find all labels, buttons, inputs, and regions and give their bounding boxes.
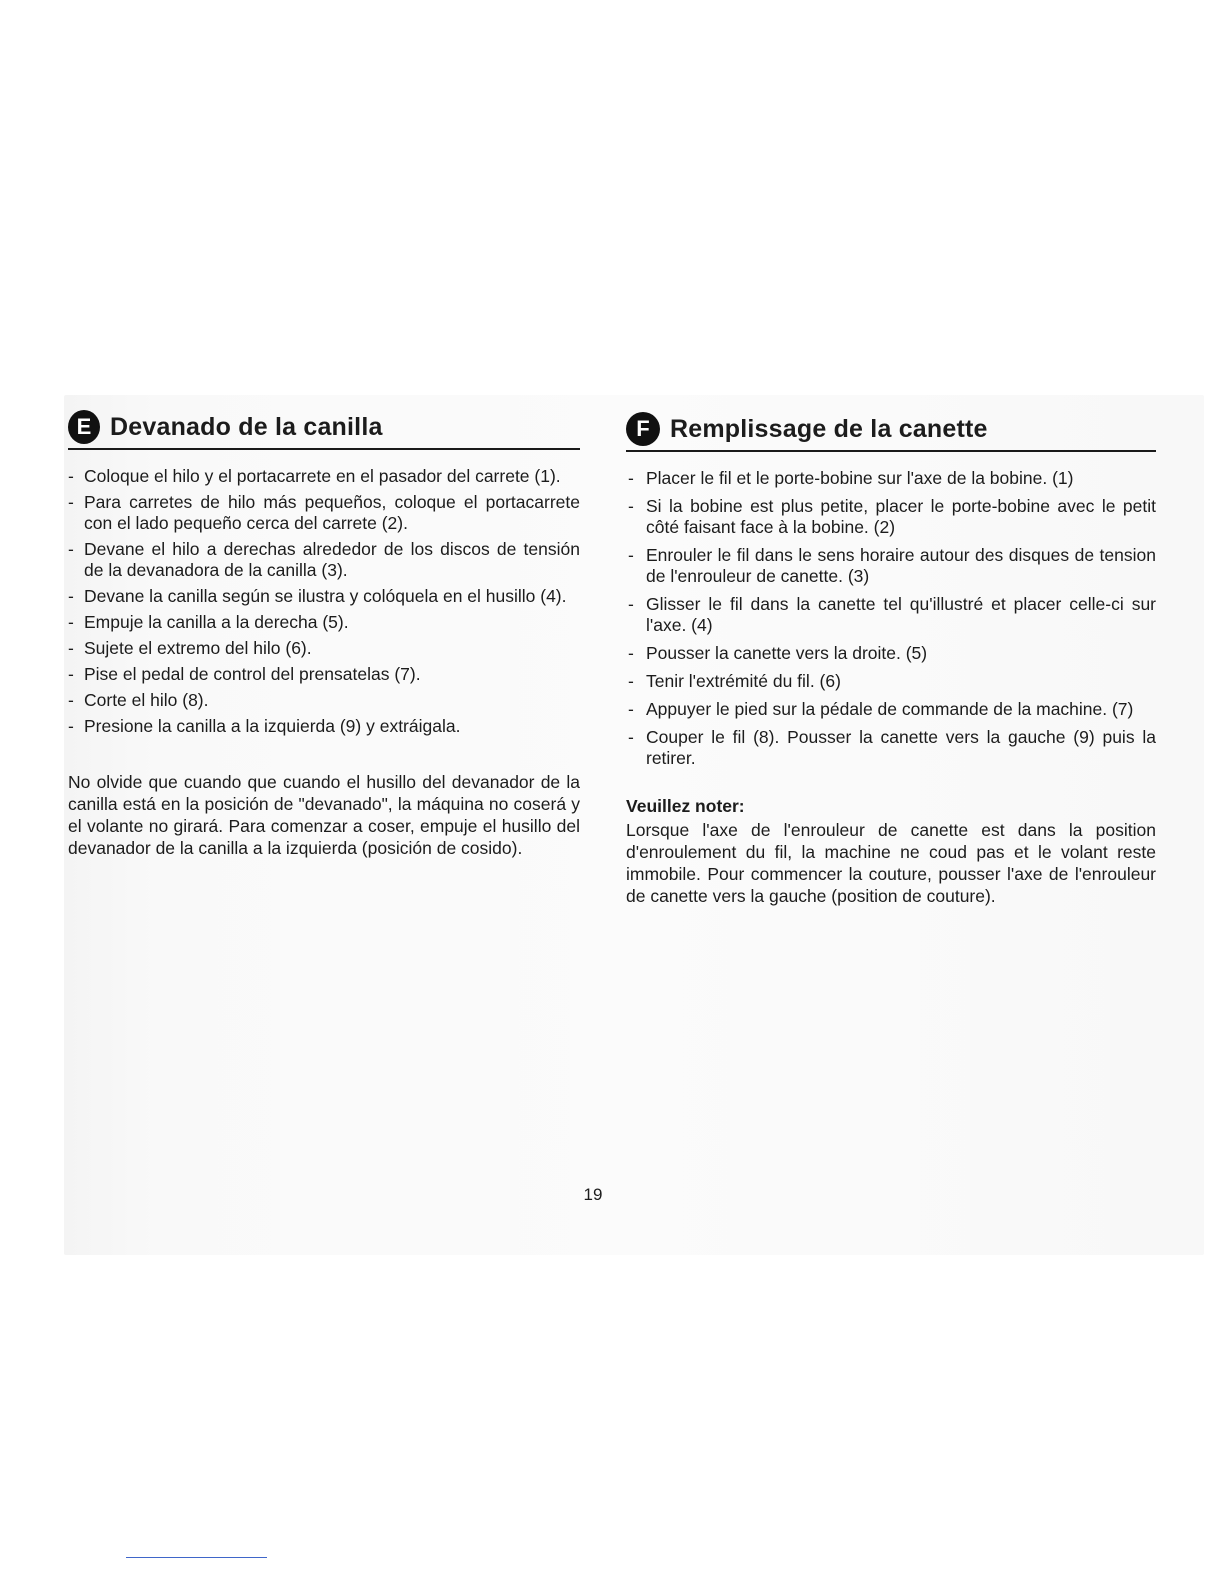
list-item: - Devane la canilla según se ilustra y colóquela en el husillo (4).: [68, 586, 567, 606]
list-item: - Pise el pedal de control del prensatelas (7).: [68, 664, 421, 684]
french-note-title: Veuillez noter:: [626, 796, 745, 816]
list-item: - Enrouler le fil dans le sens horaire autour des disques de tension de l'enrouleur de canette. (3): [628, 545, 1156, 586]
list-item: - Pousser la canette vers la droite. (5): [628, 643, 928, 663]
list-item: - Presione la canilla a la izquierda (9) y extráigala.: [68, 716, 461, 736]
list-item: - Devane el hilo a derechas alrededor de los discos de tensión de la devanadora de la canilla (3).: [68, 539, 580, 580]
spanish-note: No olvide que cuando que cuando el husillo del devanador de la canilla está en la posición de "devanado", la máquina no coserá y el volante no girará. Para comenzar a coser, empuje el husillo del devanador de la canilla a la izquierda (posición de cosido).: [68, 772, 580, 858]
list-item: - Appuyer le pied sur la pédale de commande de la machine. (7): [628, 699, 1134, 719]
french-section: [626, 412, 1156, 925]
spanish-steps-list: [68, 466, 580, 737]
list-item: - Placer le fil et le porte-bobine sur l'axe de la bobine. (1): [628, 468, 1074, 488]
footnote-divider: [126, 1557, 267, 1558]
spanish-section: [68, 410, 580, 877]
list-item: - Empuje la canilla a la derecha (5).: [68, 612, 349, 632]
french-heading: [626, 412, 1156, 452]
french-note: Lorsque l'axe de l'enrouleur de canette est dans la position d'enroulement du fil, la machine ne coud pas et le volant reste immobile. Pour commencer la couture, pousser l'axe de l'enrouleur de canette vers la gauche (position de couture).: [626, 820, 1156, 906]
list-item: - Glisser le fil dans la canette tel qu'illustré et placer celle-ci sur l'axe. (4): [628, 594, 1156, 635]
french-steps-list: [626, 468, 1156, 769]
list-item: - Si la bobine est plus petite, placer le porte-bobine avec le petit côté faisant face à la bobine. (2): [628, 496, 1156, 537]
page-number: 19: [583, 1185, 603, 1204]
spanish-title: Devanado de la canilla: [110, 412, 383, 441]
language-badge-e: E: [68, 410, 100, 444]
spanish-heading: [68, 410, 580, 450]
french-title: Remplissage de la canette: [670, 414, 988, 443]
list-item: - Couper le fil (8). Pousser la canette vers la gauche (9) puis la retirer.: [628, 727, 1156, 768]
list-item: - Sujete el extremo del hilo (6).: [68, 638, 312, 658]
language-badge-f: F: [626, 412, 660, 446]
list-item: - Para carretes de hilo más pequeños, coloque el portacarrete con el lado pequeño cerca del carrete (2).: [68, 492, 580, 533]
list-item: - Tenir l'extrémité du fil. (6): [628, 671, 841, 691]
list-item: - Coloque el hilo y el portacarrete en el pasador del carrete (1).: [68, 466, 561, 486]
list-item: - Corte el hilo (8).: [68, 690, 209, 710]
